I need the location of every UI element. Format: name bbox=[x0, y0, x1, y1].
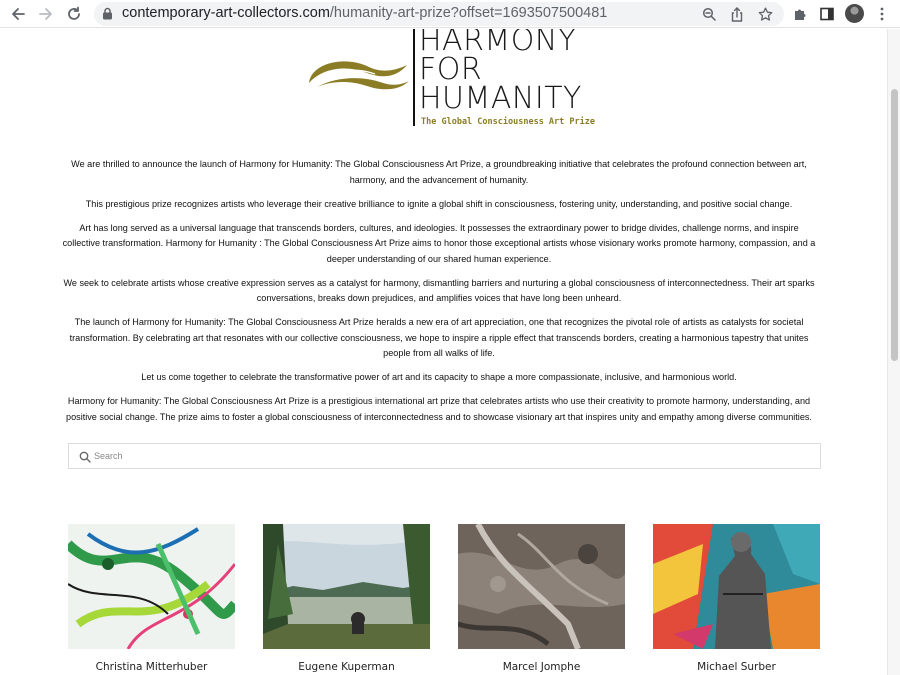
site-logo[interactable] bbox=[305, 29, 595, 129]
vertical-scrollbar[interactable] bbox=[887, 29, 900, 675]
artwork-image[interactable] bbox=[653, 524, 820, 649]
arrow-left-icon bbox=[10, 6, 26, 22]
intro-paragraph: Art has long served as a universal language that transcends borders, cultures, and ideologies. It possesses the extraordinary power to bridge divides, challenge norms, and inspire collective transformation. Harmony for Humanity : The Global Consciousness Art Prize aims to honor those exceptional artists whose visionary works promote harmony, compassion, and a deeper understanding of our shared human experience. bbox=[62, 222, 816, 264]
logo-title-line-1: HARMONY bbox=[419, 29, 577, 58]
scrollbar-thumb[interactable] bbox=[891, 89, 898, 361]
logo-title bbox=[419, 29, 582, 116]
artist-name[interactable]: Christina Mitterhuber bbox=[95, 661, 208, 673]
logo-title-line-3: HUMANITY bbox=[419, 81, 582, 116]
url-text[interactable] bbox=[122, 5, 607, 21]
artwork-image[interactable] bbox=[458, 524, 625, 649]
back-button[interactable] bbox=[8, 4, 28, 24]
artwork-image[interactable] bbox=[68, 524, 235, 649]
extensions-button[interactable] bbox=[790, 4, 810, 24]
kebab-menu-icon bbox=[880, 7, 884, 21]
artist-name[interactable]: Marcel Jomphe bbox=[502, 661, 581, 673]
bookmark-star-icon[interactable] bbox=[756, 5, 774, 23]
logo-subtitle: The Global Consciousness Art Prize bbox=[421, 117, 595, 127]
reload-icon bbox=[66, 6, 82, 22]
side-panel-button[interactable] bbox=[817, 4, 837, 24]
logo-divider bbox=[413, 29, 415, 126]
share-icon[interactable] bbox=[728, 5, 746, 23]
artist-name[interactable]: Michael Surber bbox=[697, 661, 776, 673]
logo-title-line-2: FOR bbox=[419, 52, 483, 87]
forward-button[interactable] bbox=[36, 4, 56, 24]
side-panel-icon bbox=[820, 7, 834, 21]
artist-name[interactable]: Eugene Kuperman bbox=[298, 661, 395, 673]
page-content bbox=[0, 29, 887, 675]
artist-card[interactable] bbox=[653, 524, 820, 673]
intro-paragraph: We seek to celebrate artists whose creative expression serves as a catalyst for harmony, dismantling barriers and nurturing a global consciousness of interconnectedness. Their art sparks conversations, breaks down prejudices, and amplifies voices that have long been unheard. bbox=[63, 277, 815, 303]
search-icon bbox=[79, 450, 91, 468]
artist-card[interactable] bbox=[263, 524, 430, 673]
url-path: /humanity-art-prize?offset=1693507500481 bbox=[329, 5, 608, 21]
intro-paragraph: Let us come together to celebrate the transformative power of art and its capacity to shape a more compassionate, inclusive, and harmonious world. bbox=[141, 372, 737, 382]
search-input[interactable] bbox=[94, 447, 794, 465]
artist-card[interactable] bbox=[458, 524, 625, 673]
intro-paragraph: Harmony for Humanity: The Global Consciousness Art Prize is a prestigious international art prize that celebrates artists who use their creativity to promote harmony, understanding, and positive social change. The prize aims to foster a global consciousness of interconnectedness and to showcase visionary art that inspires unity and empathy among diverse communities. bbox=[66, 396, 812, 422]
profile-avatar[interactable] bbox=[845, 4, 864, 23]
zoom-icon[interactable] bbox=[700, 5, 718, 23]
reload-button[interactable] bbox=[64, 4, 84, 24]
search-box[interactable] bbox=[68, 443, 821, 469]
artwork-image[interactable] bbox=[263, 524, 430, 649]
address-bar[interactable] bbox=[94, 2, 784, 26]
puzzle-icon bbox=[793, 7, 808, 22]
url-domain: contemporary-art-collectors.com bbox=[122, 5, 330, 21]
intro-paragraph: This prestigious prize recognizes artists who leverage their creative brilliance to ignite a global shift in consciousness, fostering unity, understanding, and positive social change. bbox=[85, 198, 793, 209]
menu-button[interactable] bbox=[872, 4, 892, 24]
lock-icon bbox=[102, 7, 113, 25]
intro-text bbox=[60, 157, 818, 434]
intro-paragraph: The launch of Harmony for Humanity: The Global Consciousness Art Prize heralds a new era of art appreciation, one that recognizes the pivotal role of artists as catalysts for societal transformation. By celebrating art that resonates with our collective consciousness, we hope to inspire a ripple effect that transcends borders, creating a harmonious tapestry that unites people from all walks of life. bbox=[69, 317, 809, 358]
artist-card[interactable] bbox=[68, 524, 235, 673]
intro-paragraph: We are thrilled to announce the launch of Harmony for Humanity: The Global Consciousness Art Prize, a groundbreaking initiative that celebrates the profound connection between art, harmony, and the advancement of humanity. bbox=[71, 159, 807, 185]
arrow-right-icon bbox=[38, 6, 54, 22]
golden-wave-logo-icon bbox=[305, 53, 411, 93]
browser-toolbar bbox=[0, 0, 900, 28]
artist-grid bbox=[68, 524, 820, 675]
